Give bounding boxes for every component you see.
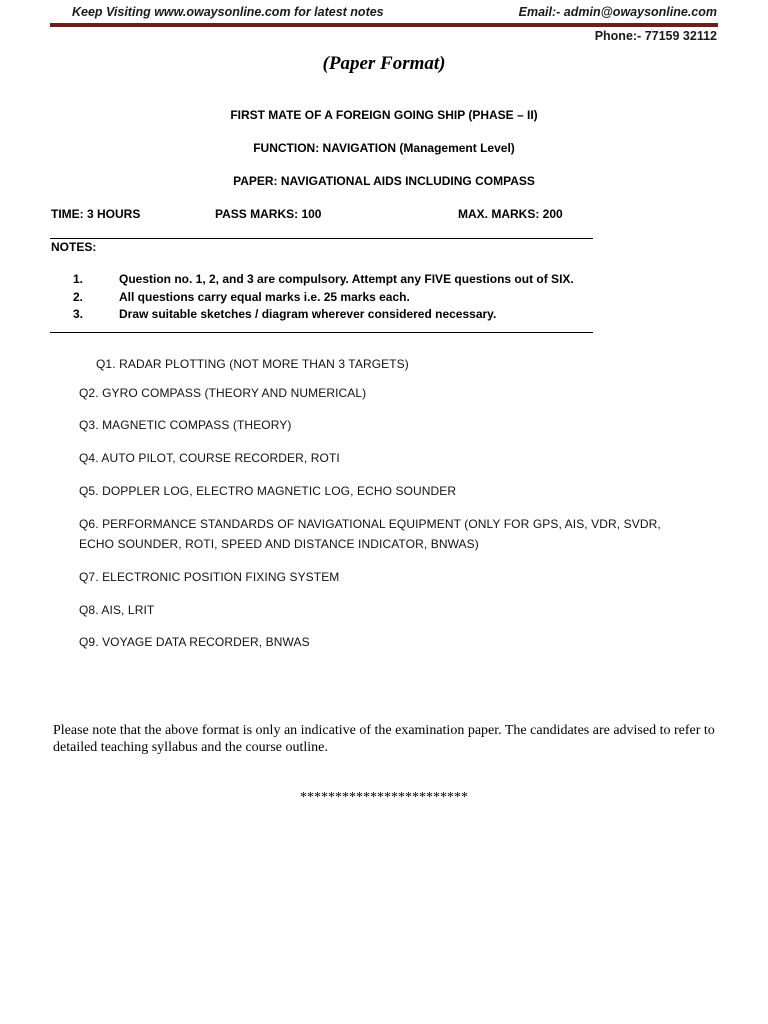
- end-asterisks: ************************: [300, 790, 468, 805]
- question-item: Q2. GYRO COMPASS (THEORY AND NUMERICAL): [79, 386, 367, 400]
- note-text: All questions carry equal marks i.e. 25 marks each.: [119, 290, 410, 304]
- question-item: Q5. DOPPLER LOG, ELECTRO MAGNETIC LOG, ECHO SOUNDER: [79, 484, 457, 498]
- note-text: Draw suitable sketches / diagram wherever considered necessary.: [119, 307, 497, 321]
- disclaimer-paragraph: Please note that the above format is only an indicative of the examination paper. The candidates are advised to refer to detailed teaching syllabus and the course outline.: [53, 723, 715, 755]
- page-title: (Paper Format): [322, 53, 446, 74]
- notes-bottom-divider: [50, 332, 593, 333]
- question-item: Q1. RADAR PLOTTING (NOT MORE THAN 3 TARGETS): [96, 357, 409, 371]
- note-number: 3.: [73, 307, 84, 321]
- header-phone-text: Phone:- 77159 32112: [594, 29, 717, 43]
- pass-marks-text: PASS MARKS: 100: [215, 207, 322, 221]
- note-number: 1.: [73, 272, 84, 286]
- header-website-text: Keep Visiting www.owaysonline.com for latest notes: [72, 5, 384, 19]
- notes-top-divider: [50, 238, 593, 239]
- question-item: Q7. ELECTRONIC POSITION FIXING SYSTEM: [79, 570, 340, 584]
- notes-label: NOTES:: [51, 240, 97, 254]
- header-divider: [50, 23, 718, 27]
- question-item: Q6. PERFORMANCE STANDARDS OF NAVIGATIONAL EQUIPMENT (ONLY FOR GPS, AIS, VDR, SVDR, ECHO SOUNDER, ROTI, SPEED AND DISTANCE INDICATOR, BNWAS): [79, 517, 661, 551]
- question-item: Q9. VOYAGE DATA RECORDER, BNWAS: [79, 635, 310, 649]
- question-item: Q8. AIS, LRIT: [79, 603, 155, 617]
- function-line: FUNCTION: NAVIGATION (Management Level): [253, 141, 515, 155]
- time-text: TIME: 3 HOURS: [51, 207, 141, 221]
- exam-title: FIRST MATE OF A FOREIGN GOING SHIP (PHASE – II): [230, 108, 538, 122]
- header-email-text: Email:- admin@owaysonline.com: [518, 5, 717, 19]
- note-number: 2.: [73, 290, 84, 304]
- max-marks-text: MAX. MARKS: 200: [458, 207, 563, 221]
- question-item: Q4. AUTO PILOT, COURSE RECORDER, ROTI: [79, 451, 340, 465]
- question-item: Q3. MAGNETIC COMPASS (THEORY): [79, 418, 292, 432]
- note-text: Question no. 1, 2, and 3 are compulsory. Attempt any FIVE questions out of SIX.: [119, 272, 574, 286]
- paper-line: PAPER: NAVIGATIONAL AIDS INCLUDING COMPASS: [233, 174, 535, 188]
